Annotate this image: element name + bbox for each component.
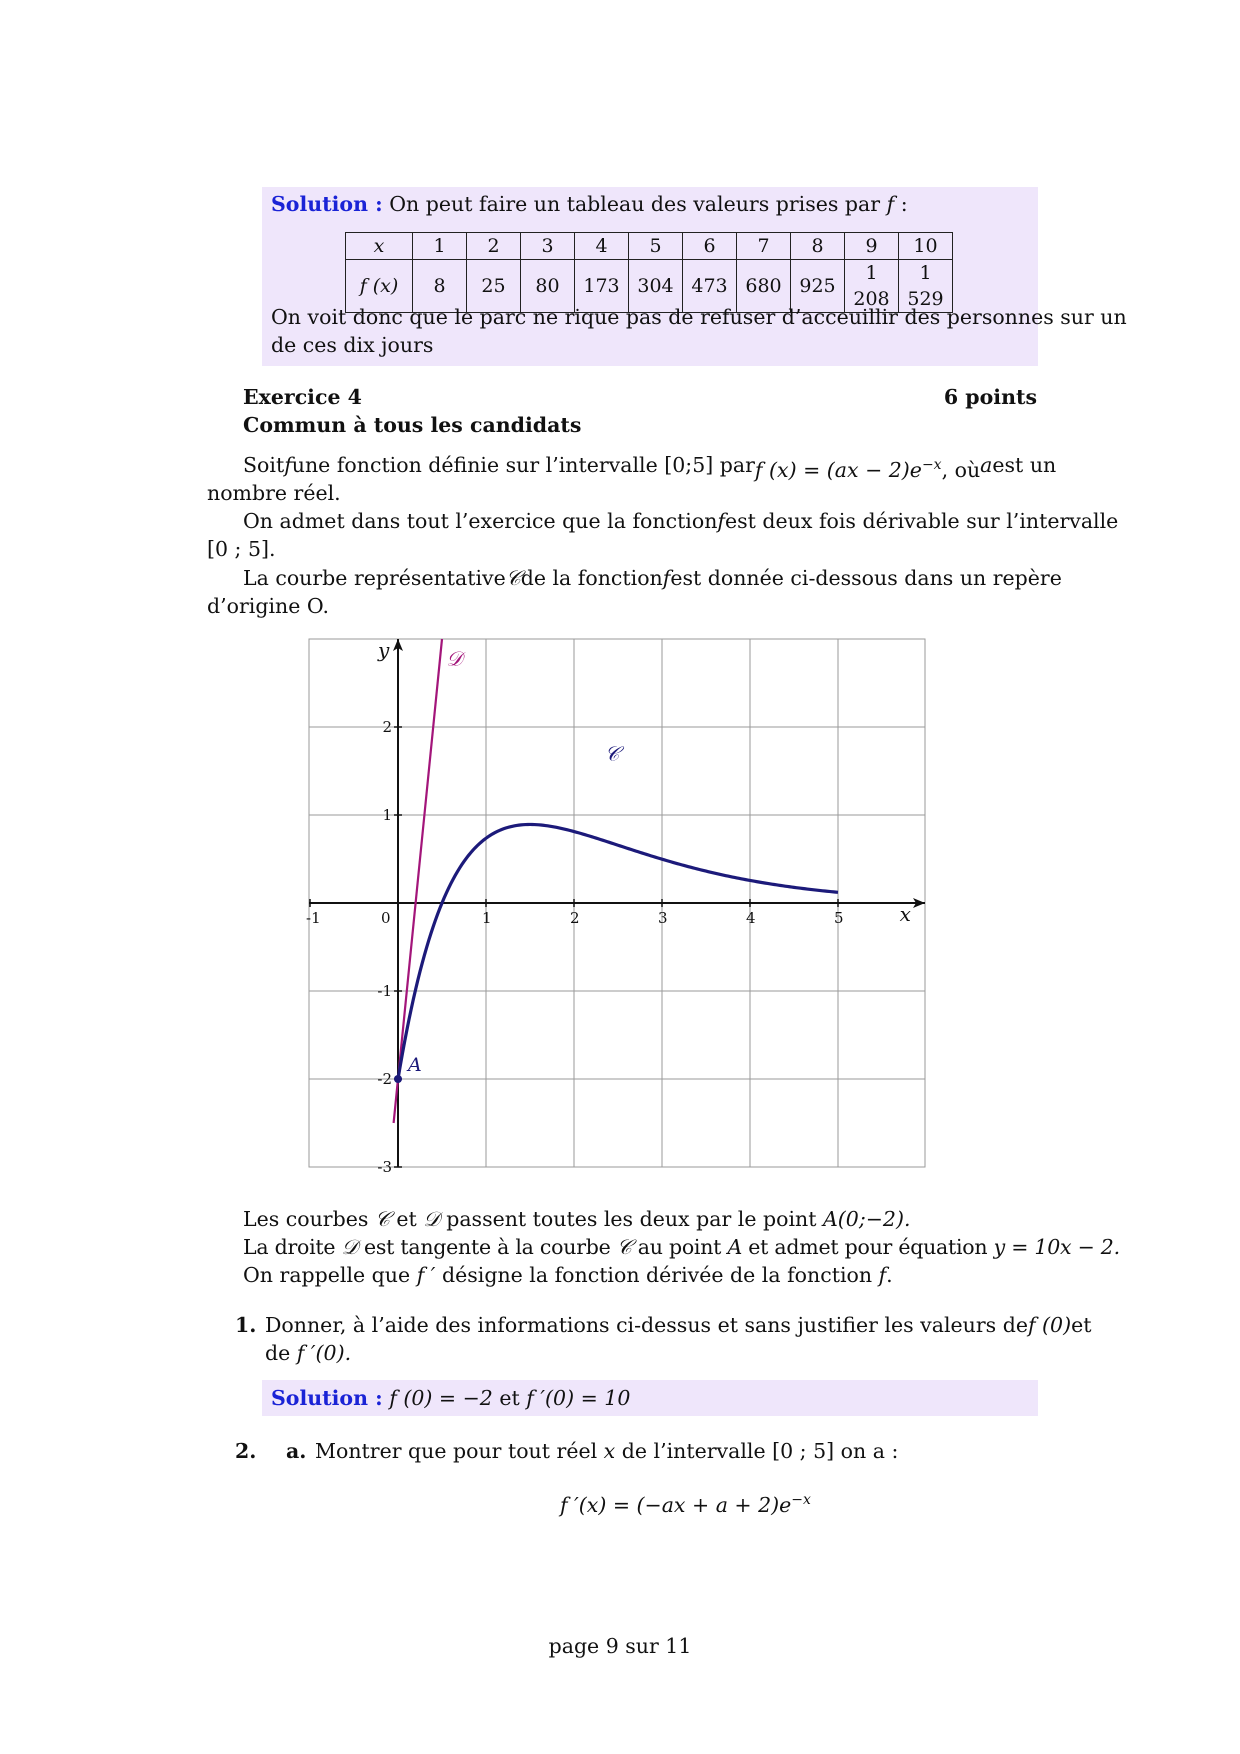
- table-cell: 25: [467, 260, 521, 313]
- question-2a-text: [315, 1437, 898, 1465]
- table-header-x: x: [346, 233, 413, 260]
- text: .: [886, 1263, 893, 1287]
- derivative-formula: f ′(x) = (−ax + a + 2)e: [560, 1492, 792, 1517]
- line-symbol: 𝒟: [341, 1235, 358, 1259]
- var-f: f: [878, 1263, 887, 1287]
- values-table: [345, 232, 953, 313]
- table-cell: 3: [521, 233, 575, 260]
- solution-1-intro: [271, 190, 908, 218]
- solution-fprime0-value: f ′(0) = 10: [526, 1386, 631, 1410]
- var-f: f: [284, 453, 292, 477]
- table-cell: 8: [413, 260, 467, 313]
- text: et: [499, 1386, 520, 1410]
- solution-f0-value: f (0) = −2: [389, 1386, 493, 1410]
- table-cell: 9: [845, 233, 899, 260]
- intro-p3-line1: [243, 564, 1062, 592]
- x-tick-label: 4: [746, 909, 756, 927]
- var-x: x: [603, 1439, 616, 1463]
- x-tick-label: 3: [658, 909, 668, 927]
- curve-C-label: 𝒞: [604, 741, 620, 766]
- text: au point: [637, 1235, 722, 1259]
- tick-labels: [306, 718, 844, 1176]
- table-cell: 925: [791, 260, 845, 313]
- after-graph-line1: [243, 1205, 911, 1233]
- table-cell: 173: [575, 260, 629, 313]
- var-a: a: [980, 453, 993, 477]
- table-cell: 4: [575, 233, 629, 260]
- intro-p2-line1: [243, 507, 1119, 535]
- conclusion-line-2: de ces dix jours: [271, 333, 434, 357]
- y-tick-label: 2: [382, 718, 392, 736]
- exercise-subtitle: Commun à tous les candidats: [243, 413, 582, 437]
- question-1-line2: [265, 1339, 351, 1367]
- text: Soit: [243, 453, 285, 477]
- solution-intro-text: On peut faire un tableau des valeurs prises par: [389, 192, 881, 216]
- text: Donner, à l’aide des informations ci-dessus et sans justifier les valeurs de: [265, 1313, 1028, 1337]
- text: La droite: [243, 1235, 336, 1259]
- question-2a-formula: [560, 1486, 811, 1519]
- curve-symbol: 𝒞: [374, 1207, 390, 1231]
- question-1-line1: [265, 1311, 1092, 1339]
- solution-label: Solution :: [271, 1386, 383, 1410]
- question-1-number: 1.: [235, 1313, 257, 1337]
- colon: :: [900, 192, 908, 216]
- curve-symbol: 𝒞: [505, 566, 521, 590]
- text: Montrer que pour tout réel: [315, 1439, 598, 1463]
- table-cell: 80: [521, 260, 575, 313]
- table-cell: 1 208: [845, 260, 899, 313]
- x-tick-label: -1: [306, 909, 321, 927]
- intro-p2-line2: [0 ; 5].: [207, 537, 276, 561]
- x-axis-label: x: [899, 902, 911, 926]
- y-tick-label: -1: [377, 982, 392, 1000]
- conclusion-line-1: On voit donc que le parc ne rique pas de refuser d’acceuillir des personnes sur un: [271, 305, 1127, 329]
- text: , où: [941, 457, 981, 482]
- table-cell: 5: [629, 233, 683, 260]
- text: On admet dans tout l’exercice que la fonction: [243, 509, 718, 533]
- table-cell: 10: [899, 233, 953, 260]
- var-f: f: [717, 509, 725, 533]
- formula: f (x) = (ax − 2)e: [754, 457, 922, 482]
- text: On rappelle que: [243, 1263, 411, 1287]
- text: et admet pour équation: [748, 1235, 988, 1259]
- solution-2-content: [271, 1384, 630, 1412]
- var-f: f: [886, 192, 895, 216]
- text: est un: [992, 453, 1057, 477]
- curve-C: [398, 824, 838, 1079]
- point-A-label: A: [408, 1054, 422, 1076]
- table-row-x: [346, 233, 953, 260]
- text: est tangente à la courbe: [363, 1235, 611, 1259]
- f-prime-of-0: f ′(0).: [296, 1341, 352, 1365]
- question-2a-label: a.: [286, 1439, 307, 1463]
- curve-symbol: 𝒞: [616, 1235, 632, 1259]
- table-cell: 7: [737, 233, 791, 260]
- intro-p1-line2: nombre réel.: [207, 481, 341, 505]
- table-cell: 8: [791, 233, 845, 260]
- text: une fonction définie sur l’intervalle [0;5] par: [291, 453, 755, 477]
- var-f: f: [662, 566, 671, 590]
- solution-1-conclusion: [271, 303, 1127, 359]
- solution-label: Solution :: [271, 192, 383, 216]
- table-cell: 304: [629, 260, 683, 313]
- text: est donnée ci-dessous dans un repère: [670, 566, 1062, 590]
- table-cell: 680: [737, 260, 791, 313]
- f-of-0: f (0): [1027, 1313, 1072, 1337]
- point-A-marker: [394, 1075, 402, 1083]
- text: et: [396, 1207, 417, 1231]
- text: est deux fois dérivable sur l’intervalle: [725, 509, 1119, 533]
- table-cell: 6: [683, 233, 737, 260]
- text: de la fonction: [520, 566, 663, 590]
- after-graph-line3: [243, 1261, 893, 1289]
- exercise-title: Exercice 4: [243, 385, 362, 409]
- tangent-D-label: 𝒟: [446, 646, 463, 671]
- y-axis-label: y: [378, 638, 390, 662]
- var-f-prime: f ′: [416, 1263, 436, 1287]
- formula-exponent: −x: [921, 457, 942, 473]
- y-tick-label: 1: [382, 806, 392, 824]
- function-graph: [300, 630, 940, 1180]
- after-graph-line2: [243, 1233, 1120, 1261]
- point-A-coords: A(0;−2).: [823, 1207, 911, 1231]
- exercise-points: 6 points: [943, 385, 1037, 409]
- var-A: A: [727, 1235, 743, 1259]
- x-tick-label: 0: [381, 909, 391, 927]
- text: Les courbes: [243, 1207, 369, 1231]
- question-2-number: 2.: [235, 1439, 257, 1463]
- text: de: [265, 1341, 291, 1365]
- axes: [309, 639, 925, 1167]
- text: de l’intervalle [0 ; 5] on a :: [621, 1439, 899, 1463]
- table-cell: 1: [413, 233, 467, 260]
- page-footer: page 9 sur 11: [548, 1634, 692, 1658]
- table-cell: 473: [683, 260, 737, 313]
- text: passent toutes les deux par le point: [446, 1207, 817, 1231]
- x-tick-label: 2: [570, 909, 580, 927]
- table-header-fx: f (x): [346, 260, 413, 313]
- x-tick-label: 5: [834, 909, 844, 927]
- x-tick-label: 1: [482, 909, 492, 927]
- intro-p3-line2: d’origine O.: [207, 594, 329, 618]
- y-tick-label: -2: [377, 1070, 392, 1088]
- y-tick-label: -3: [377, 1158, 392, 1176]
- table-cell: 1 529: [899, 260, 953, 313]
- text: et: [1071, 1313, 1092, 1337]
- line-symbol: 𝒟: [423, 1207, 440, 1231]
- text: La courbe représentative: [243, 566, 506, 590]
- table-cell: 2: [467, 233, 521, 260]
- intro-p1-line1: [243, 451, 1057, 484]
- tangent-line-D: [394, 639, 442, 1123]
- equation: y = 10x − 2.: [993, 1235, 1120, 1259]
- formula-exponent: −x: [791, 1492, 811, 1508]
- text: désigne la fonction dérivée de la fonction: [441, 1263, 873, 1287]
